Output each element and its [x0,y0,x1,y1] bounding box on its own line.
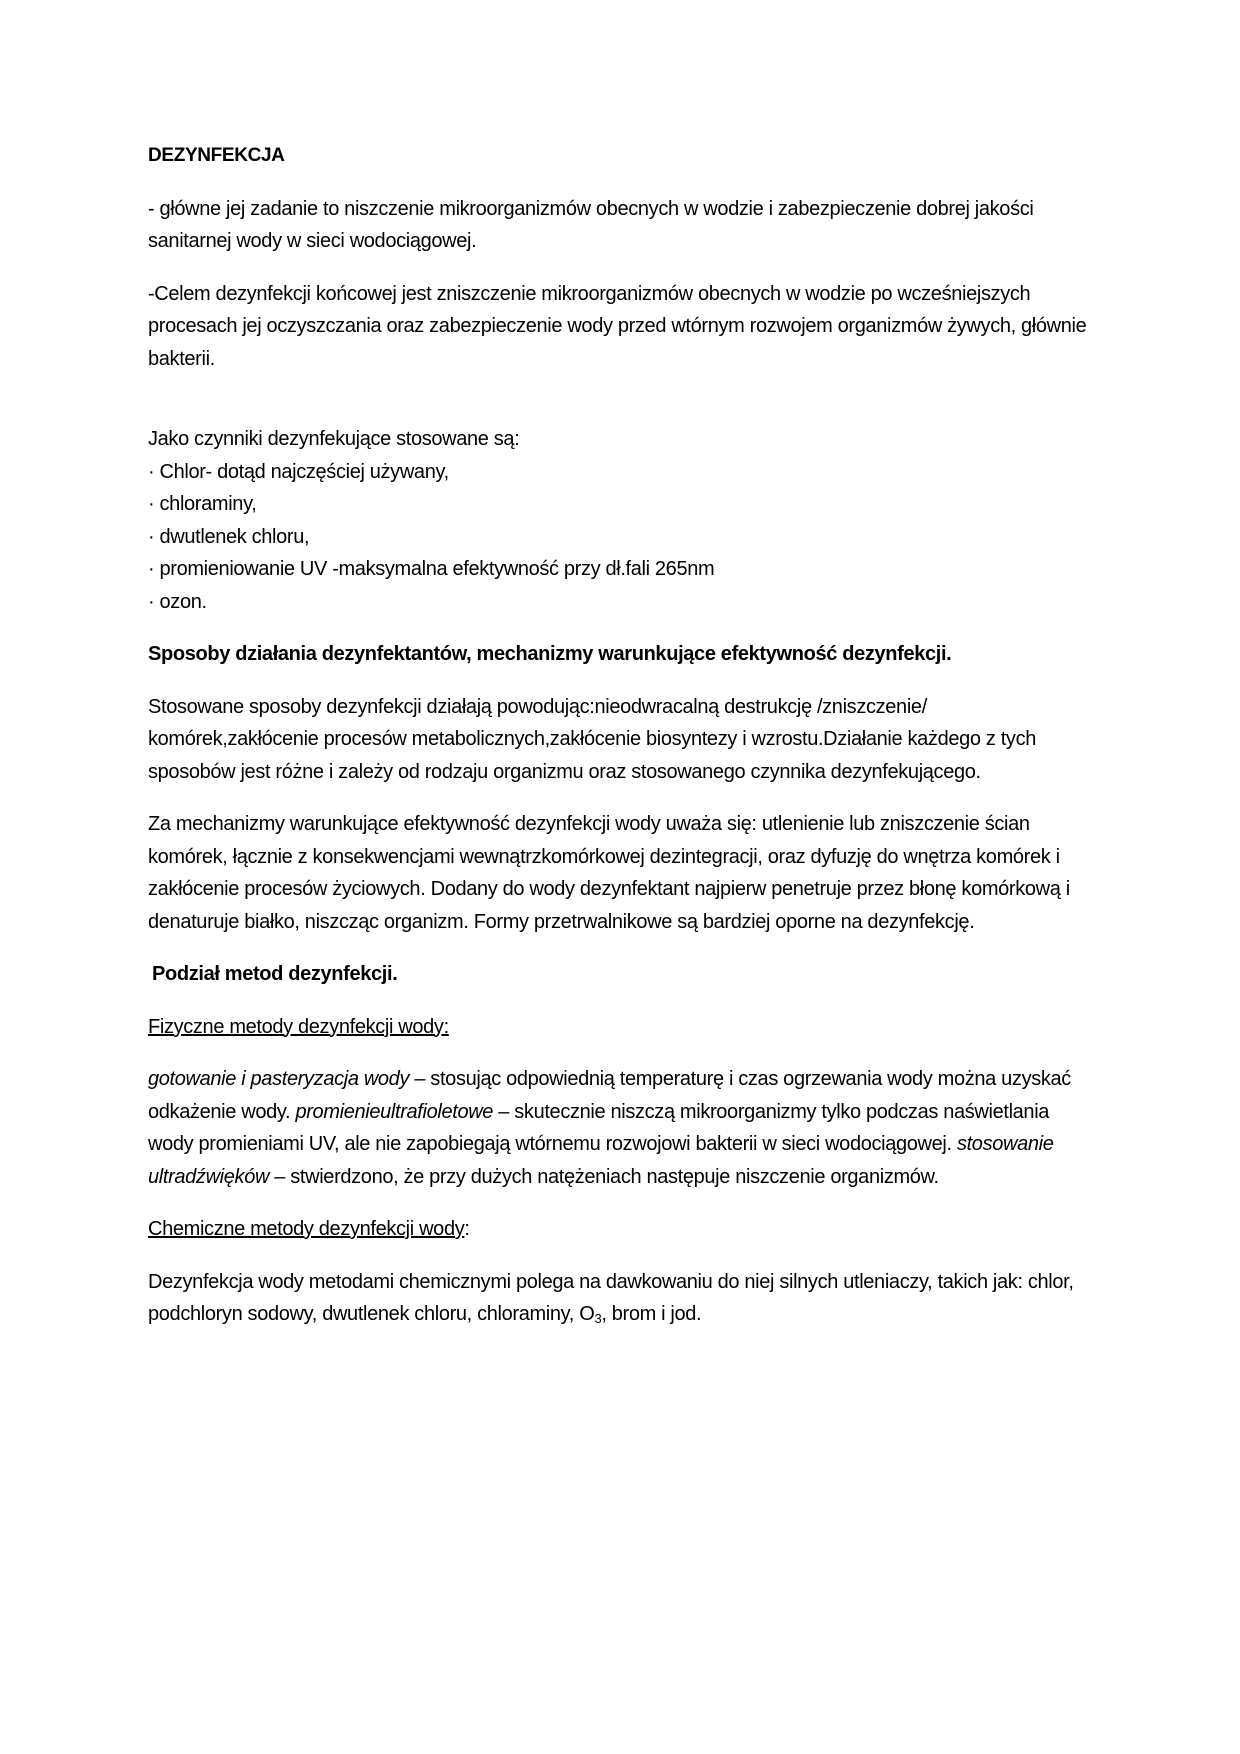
agents-lead: Jako czynniki dezynfekujące stosowane są: [148,428,520,450]
term-ultrasound: stosowanie ultradźwięków [148,1133,1054,1188]
list-item: · chloraminy, [148,493,257,515]
mechanisms-paragraph-1: Stosowane sposoby dezynfekcji działają powodując:nieodwracalną destrukcję /zniszczenie/ komórek,zakłócenie procesów metabolicznych,zakłócenie biosyntezy i wzrostu.Działanie każdego z tych sposobów jest różne i zależy od rodzaju organizmu oraz stosowanego czynnika dezynfekującego. [148,695,1037,783]
heading-methods: Podział metod dezynfekcji. [152,963,398,985]
term-uv: promienieultrafioletowe [295,1100,494,1123]
document-title: DEZYNFEKCJA [148,145,285,166]
list-item: · Chlor- dotąd najczęściej używany, [148,460,449,483]
term-boiling: gotowanie i pasteryzacja wody [148,1068,410,1090]
chemical-text-after: , brom i jod. [601,1303,702,1325]
heading-chemical-colon: : [464,1218,470,1240]
heading-physical-methods: Fizyczne metody dezynfekcji wody: [148,1015,449,1038]
ozone-subscript: 3 [594,1311,602,1326]
text-uv: – skutecznie niszczą mikroorganizmy tylko podczas naświetlania wody promieniami UV, ale nie zapobiegają wtórnemu rozwojowi bakterii w sieci wodociągowej. [148,1100,1050,1155]
text-ultrasound: – stwierdzono, że przy dużych natężeniach następuje niszczenie organizmów. [269,1165,939,1188]
intro-paragraph-2: -Celem dezynfekcji końcowej jest zniszczenie mikroorganizmów obecnych w wodzie po wcześniejszych procesach jej oczyszczania oraz zabezpieczenie wody przed wtórnym rozwojem organizmów żywych, głównie bakterii. [148,282,1087,370]
physical-methods-paragraph [148,1063,1098,1193]
mechanisms-paragraph-2: Za mechanizmy warunkujące efektywność dezynfekcji wody uważa się: utlenienie lub zniszczenie ścian komórek, łącznie z konsekwencjami wewnątrzkomórkowej dezintegracji, oraz dyfuzję do wnętrza komórek i zakłócenie procesów życiowych. Dodany do wody dezynfektant najpierw penetruje przez błonę komórkową i denaturuje białko, niszcząc organizm. Formy przetrwalnikowe są bardziej oporne na dezynfekcję. [148,813,1070,933]
agents-list [148,456,1098,619]
list-item: · promieniowanie UV -maksymalna efektywność przy dł.fali 265nm [148,558,715,580]
intro-paragraph-1: - główne jej zadanie to niszczenie mikroorganizmów obecnych w wodzie i zabezpieczenie dobrej jakości sanitarnej wody w sieci wodociągowej. [148,197,1034,252]
chemical-text-before: Dezynfekcja wody metodami chemicznymi polega na dawkowaniu do niej silnych utleniaczy, takich jak: chlor, podchloryn sodowy, dwutlenek chloru, chloraminy, O [148,1270,1074,1325]
list-item: · dwutlenek chloru, [148,525,310,548]
heading-chemical-methods [148,1213,1098,1246]
heading-mechanisms: Sposoby działania dezynfektantów, mechanizmy warunkujące efektywność dezynfekcji. [148,643,952,665]
chemical-methods-paragraph [148,1266,1098,1331]
list-item: · ozon. [148,590,207,613]
text-boiling: – stosując odpowiednią temperaturę i czas ogrzewania wody można uzyskać odkażenie wody. [148,1068,1071,1123]
document-page [148,140,1098,1331]
heading-chemical-text: Chemiczne metody dezynfekcji wody [148,1218,465,1240]
